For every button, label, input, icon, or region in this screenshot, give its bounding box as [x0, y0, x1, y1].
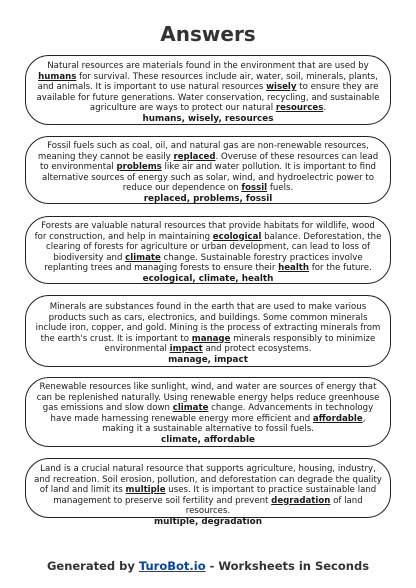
passage-card — [25, 216, 391, 284]
answer-key: replaced, problems, fossil — [143, 193, 273, 204]
passage-card — [25, 55, 391, 125]
passage-text: Land is a crucial natural resource that supports agriculture, housing, industry, and recreation. Soil erosion, pollution, and deforestation can degrade the quality of land and limit its multiple uses. It is important to practice sustainable land management to preserve soil fertility and prevent degradation of land resources. — [34, 464, 382, 516]
passage-text: Fossil fuels such as coal, oil, and natural gas are non-renewable resources, meaning they cannot be easily replaced. Overuse of these resources can lead to environmental problems like air and water pollution. It is important to find alternative sources of energy such as solar, wind, and hydroelectric power to reduce our dependence on fossil fuels. — [37, 141, 379, 193]
footer — [0, 559, 416, 573]
footer-prefix: Generated by — [46, 559, 139, 573]
answer-key: ecological, climate, health — [142, 273, 274, 284]
passage-card — [25, 458, 391, 527]
passage-card — [25, 136, 391, 204]
answer-key: multiple, degradation — [154, 516, 262, 527]
footer-suffix: - Worksheets in Seconds — [205, 559, 370, 573]
page-title: Answers — [160, 22, 256, 46]
passage-text: Minerals are substances found in the earth that are used to make various products such as cars, electronics, and buildings. Some common minerals include iron, copper, and gold. Mining is the process of extracting minerals from the earth's crust. It is important to manage minerals responsibly to minimize environmental impact and protect ecosystems. — [35, 302, 381, 354]
passage-card — [25, 295, 391, 367]
answer-key: climate, affordable — [161, 434, 255, 445]
turobot-link[interactable]: TuroBot.io — [138, 559, 206, 573]
answer-key: manage, impact — [168, 354, 248, 365]
passage-text: Forests are valuable natural resources that provide habitats for wildlife, wood for construction, and help in maintaining ecological balance. Deforestation, the clearing of forests for agriculture or urban development, can lead to loss of biodiversity and climate change. Sustainable forestry practices involve replanting trees and managing forests to ensure their health for the future. — [34, 221, 382, 273]
passage-text: Renewable resources like sunlight, wind, and water are sources of energy that can be replenished naturally. Using renewable energy helps reduce greenhouse gas emissions and slow down climate change. Advancements in technology have made harnessing renewable energy more efficient and affordable, making it a sustainable alternative to fossil fuels. — [36, 382, 380, 434]
passage-text: Natural resources are materials found in the environment that are used by humans for survival. These resources include air, water, soil, minerals, plants, and animals. It is important to use natural resources wisely to ensure they are available for future generations. Water conservation, recycling, and sustainable agriculture are ways to protect our natural resources. — [36, 61, 380, 113]
answer-key: humans, wisely, resources — [142, 113, 274, 124]
passage-card — [25, 377, 391, 447]
